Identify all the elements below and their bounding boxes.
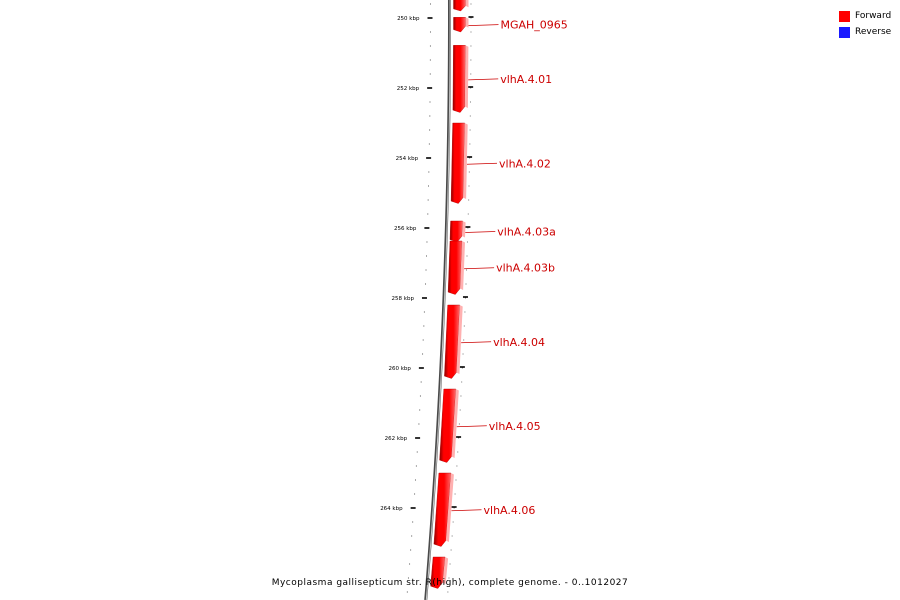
tick-label: 252 kbp [396,86,420,92]
minor-tick [464,312,465,313]
minor-tick [420,396,421,397]
minor-tick [428,200,429,201]
minor-tick [430,60,431,61]
minor-tick [412,522,413,523]
minor-tick [425,284,426,285]
minor-tick [469,144,470,145]
legend [839,9,899,41]
minor-tick [418,424,419,425]
map-caption: Mycoplasma gallisepticum str. R(high), complete genome. - 0..1012027 [271,578,629,588]
minor-tick [407,592,408,593]
minor-tick [430,4,431,5]
minor-tick [463,354,464,355]
tick-label: 262 kbp [384,436,408,442]
gene-label-leader [468,25,498,26]
gene-label: vlhA.4.02 [499,157,551,171]
tick-label: 260 kbp [388,366,411,372]
tick-label: 254 kbp [395,156,419,162]
gene-label-leader [468,79,498,80]
minor-tick [470,130,471,131]
minor-tick [464,326,465,327]
minor-tick [470,60,471,61]
minor-tick [468,214,469,215]
minor-tick [455,494,456,495]
minor-tick [421,382,422,383]
gene-label: vlhA.4.01 [500,72,553,86]
gene-label-leader [457,426,487,427]
gene-arrow-side [466,0,469,7]
gene-label: vlhA.4.03a [497,225,556,239]
legend-swatch-reverse [839,27,850,38]
minor-tick [466,284,467,285]
minor-tick [469,186,470,187]
minor-tick [470,32,471,33]
legend-label-reverse: Reverse [855,27,892,37]
gene-arrow-side [466,17,469,27]
minor-tick [467,256,468,257]
minor-tick [461,382,462,383]
gene-arrow [454,0,466,11]
minor-tick [470,46,471,47]
gene-label: vlhA.4.03b [496,261,555,275]
minor-tick [423,326,424,327]
gene-label: vlhA.4.06 [483,503,536,517]
gene-arrow [453,45,466,112]
minor-tick [426,242,427,243]
minor-tick [452,536,453,537]
gene-arrow-side [462,221,466,238]
minor-tick [455,480,456,481]
minor-tick [430,32,431,33]
minor-tick [469,172,470,173]
tick-label: 250 kbp [397,16,420,22]
minor-tick [430,74,431,75]
minor-tick [424,312,425,313]
minor-tick [410,550,411,551]
minor-tick [468,200,469,201]
gene-arrow [451,123,465,204]
minor-tick [447,592,448,593]
minor-tick [415,480,416,481]
gene-arrow-side [465,45,469,108]
gene-label: MGAH_0965 [500,18,568,32]
minor-tick [429,116,430,117]
minor-tick [423,340,424,341]
minor-tick [453,522,454,523]
minor-tick [450,564,451,565]
gene-label-leader [464,268,494,269]
minor-tick [430,46,431,47]
minor-tick [416,466,417,467]
legend-swatch-forward [839,11,850,22]
minor-tick [451,550,452,551]
gene-label: vlhA.4.05 [488,419,541,433]
minor-tick [463,340,464,341]
gene-arrow [454,17,466,32]
minor-tick [428,172,429,173]
gene-arrow [450,221,463,242]
gene-label-leader [467,163,497,164]
minor-tick [429,130,430,131]
minor-tick [419,410,420,411]
minor-tick [470,4,471,5]
minor-tick [459,424,460,425]
tick-label: 256 kbp [393,226,417,232]
gene-arrow [448,241,462,295]
minor-tick [426,256,427,257]
minor-tick [422,354,423,355]
legend-item-reverse [839,25,899,40]
minor-tick [411,536,412,537]
minor-tick [460,396,461,397]
minor-tick [456,466,457,467]
minor-tick [470,74,471,75]
minor-tick [427,214,428,215]
minor-tick [466,270,467,271]
gene-label-leader [465,232,495,233]
minor-tick [460,410,461,411]
minor-tick [426,270,427,271]
minor-tick [470,116,471,117]
minor-tick [429,144,430,145]
gene-label-leader [461,342,491,343]
gene-label: vlhA.4.04 [493,335,545,349]
minor-tick [470,102,471,103]
minor-tick [467,242,468,243]
minor-tick [429,102,430,103]
minor-tick [457,452,458,453]
minor-tick [414,494,415,495]
feature-labels [452,19,568,517]
legend-item-forward [839,9,899,24]
tick-label: 264 kbp [380,506,403,512]
gene-label-leader [452,510,482,511]
minor-tick [409,564,410,565]
tick-label: 258 kbp [391,296,414,302]
legend-label-forward: Forward [855,11,892,21]
minor-tick [417,452,418,453]
minor-tick [428,186,429,187]
